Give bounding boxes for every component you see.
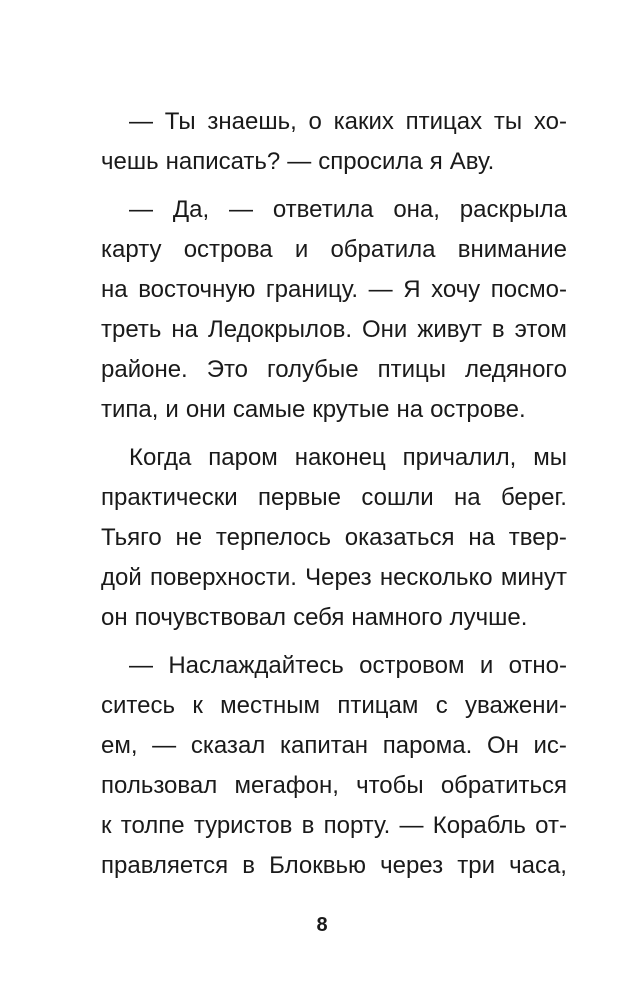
text-line: — Ты знаешь, о каких птицах ты хо- <box>129 108 567 135</box>
text-line: правляется в Блоквью через три часа, <box>101 852 567 879</box>
text-line: — Да, — ответила она, раскрыла <box>129 196 567 223</box>
text-line: Тьяго не терпелось оказаться на твер- <box>101 524 567 551</box>
text-line: он почувствовал себя намного лучше. <box>101 604 528 631</box>
text-line: чешь написать? — спросила я Аву. <box>101 148 495 175</box>
text-line: ем, — сказал капитан парома. Он ис- <box>101 732 567 759</box>
page-number: 8 <box>316 914 328 936</box>
text-line: Когда паром наконец причалил, мы <box>129 444 567 471</box>
text-line: карту острова и обратила внимание <box>101 236 567 263</box>
text-line: к толпе туристов в порту. — Корабль от- <box>101 812 567 839</box>
text-line: дой поверхности. Через несколько минут <box>101 564 567 591</box>
text-line: — Наслаждайтесь островом и отно- <box>129 652 567 679</box>
text-line: ситесь к местным птицам с уважени- <box>101 692 567 719</box>
text-line: типа, и они самые крутые на острове. <box>101 396 526 423</box>
text-line: на восточную границу. — Я хочу посмо- <box>101 276 567 303</box>
text-line: треть на Ледокрылов. Они живут в этом <box>101 316 567 343</box>
text-line: практически первые сошли на берег. <box>101 484 567 511</box>
text-line: районе. Это голубые птицы ледяного <box>101 356 567 383</box>
text-line: пользовал мегафон, чтобы обратиться <box>101 772 567 799</box>
